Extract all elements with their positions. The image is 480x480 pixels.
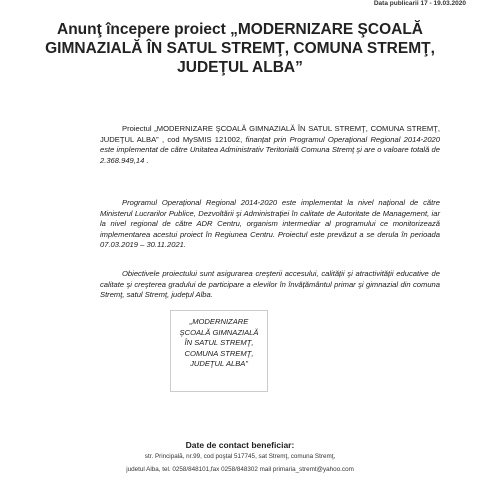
program-paragraph: Programul Operațional Regional 2014-2020 este implementat la nivel național de către Ministerul Lucrarilor Publice, Dezvoltării şi Administrației în calitate de Autoritate de Management, iar la nivel regional de către ADR Centru, organism intermediar al programului ce monitorizează implementarea acestui proiect în Regiunea Centru. Proiectul este prevăzut a se derula în perioada 07.03.2019 – 30.11.2021. (100, 198, 440, 249)
publication-date: Data publicarii 17 - 19.03.2020 (373, 0, 466, 7)
contact-phone-email: judetul Alba, tel. 0258/848101,fax 0258/848302 mail primaria_stremt@yahoo.com (126, 466, 354, 473)
page-title: Anunţ începere proiect „MODERNIZARE ŞCOALĂ GIMNAZIALĂ ÎN SATUL STREMŢ, COMUNA STREMŢ, JUDEŢUL ALBA” (45, 21, 435, 76)
contact-title: Date de contact beneficiar: (185, 440, 295, 450)
contact-address: str. Principală, nr.99, cod poştal 517745, sat Stremţ, comuna Stremţ, (144, 453, 336, 460)
project-code-text: Proiectul „MODERNIZARE ŞCOALĂ GIMNAZIALĂ ÎN SATUL STREMŢ, COMUNA STREMŢ, JUDEŢUL ALBA” , cod MySMIS 121002, (100, 124, 440, 144)
objectives-paragraph: Obiectivele proiectului sunt asigurarea creşterii accesului, calității şi atractivității educative de calitate şi creşterea gradului de participare a elevilor în învățământul primar şi gimnazial din comuna Stremţ, satul Stremţ, judeţul Alba. (100, 269, 440, 299)
project-intro-paragraph (100, 124, 440, 166)
project-name-box: „MODERNIZARE ŞCOALĂ GIMNAZIALĂ ÎN SATUL STREMŢ, COMUNA STREMŢ, JUDEŢUL ALBA” (170, 310, 268, 392)
financing-text: finanțat prin Programul Operațional Regional 2014-2020 este implementat de către Unitatea Administrativ Teritorială Comuna Stremţ şi are o valoare totală de 2.368.949,14 . (100, 134, 440, 165)
